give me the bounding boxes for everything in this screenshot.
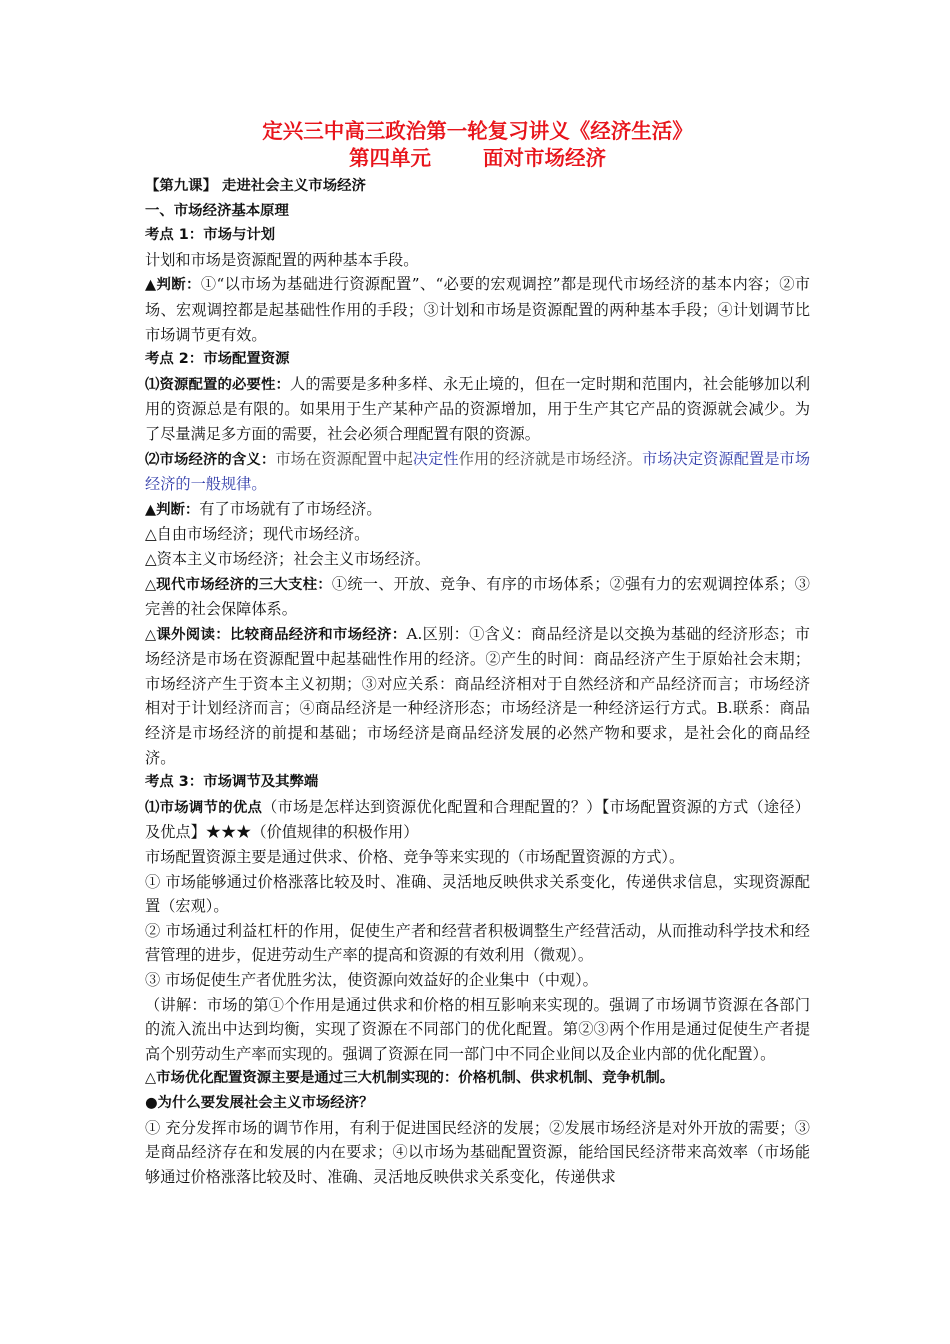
- kp2-heading: 考点 2：市场配置资源: [145, 351, 290, 368]
- lesson-heading: 【第九课】 走进社会主义市场经济: [145, 178, 366, 194]
- document-title: 定兴三中高三政治第一轮复习讲义《经济生活》: [262, 119, 693, 143]
- pillars-label: △现代市场经济的三大支柱：: [145, 576, 332, 593]
- why-heading: ●为什么要发展社会主义市场经济？: [145, 1094, 374, 1111]
- meaning-text-d: 市场决定资源配置是市场经济的一般规律。: [145, 449, 811, 494]
- kp1-judge: [145, 272, 810, 347]
- kp3-advantages: [145, 795, 810, 845]
- kp3-point-3: ③ 市场促使生产者优胜劣汰，使资源向效益好的企业集中（中观）。: [145, 971, 598, 989]
- judge-label: ▲判断：: [145, 277, 201, 294]
- document-page: [145, 118, 810, 1189]
- unit-number: 第四单元: [349, 146, 431, 170]
- kp2-necessity: [145, 372, 810, 447]
- kp3-point-2: ② 市场通过利益杠杆的作用，促使生产者和经营者积极调整生产经营活动，从而推动科学技术和经营管理的进步，促进劳动生产率的提高和资源的有效利用（微观）。: [145, 921, 810, 965]
- kp3-paragraph: 市场配置资源主要是通过供求、价格、竞争等来实现的（市场配置资源的方式）。: [145, 848, 685, 867]
- necessity-text: 人的需要是多种多样、永无止境的，但在一定时期和范围内，社会能够加以利用的资源总是有限的。如果用于生产某种产品的资源增加，用于生产其它产品的资源就会减少。为了尽量满足多方面的需要，社会必须合理配置有限的资源。: [145, 374, 810, 443]
- advantages-label: ⑴市场调节的优点: [145, 799, 263, 816]
- kp2-pillars: [145, 572, 810, 622]
- advantages-text: （市场是怎样达到资源优化配置和合理配置的？）【市场配置资源的方式（途径）及优点】★★★（价值规律的积极作用）: [145, 797, 810, 842]
- reading-label: △课外阅读：比较商品经济和市场经济：: [145, 626, 407, 643]
- kp1-text: 计划和市场是资源配置的两种基本手段。: [145, 250, 419, 269]
- kp2-reading: [145, 622, 810, 771]
- kp2-judge: [145, 497, 810, 523]
- judge-text: 有了市场就有了市场经济。: [199, 499, 382, 518]
- reading-text: A.区别：①含义：商品经济是以交换为基础的经济形态；市场经济是市场在资源配置中起基础性作用的经济。②产生的时间：商品经济产生于原始社会末期；市场经济产生于资本主义初期；③对应关系：商品经济相对于自然经济和产品经济而言；市场经济相对于计划经济而言；④商品经济是一种经济形态；市场经济是一种经济运行方式。B.联系：商品经济是市场经济的前提和基础；市场经济是商品经济发展的必然产物和要求，是社会化的商品经济。: [145, 624, 810, 767]
- kp2-triangle-2: △资本主义市场经济；社会主义市场经济。: [145, 549, 431, 568]
- meaning-text-a: 市场在资源配置中起: [275, 449, 413, 468]
- unit-name: 面对市场经济: [483, 146, 606, 170]
- judge-text: ①“以市场为基础进行资源配置”、“必要的宏观调控”都是现代市场经济的基本内容；②市场、宏观调控都是起基础性作用的手段；③计划和市场是资源配置的两种基本手段；④计划调节比市场调节更有效。: [145, 275, 810, 344]
- necessity-label: ⑴资源配置的必要性：: [145, 376, 291, 393]
- kp2-meaning: [145, 447, 810, 497]
- kp3-explanation: （讲解：市场的第①个作用是通过供求和价格的相互影响来实现的。强调了市场调节资源在各部门的流入流出中达到均衡，实现了资源在不同部门的优化配置。第②③两个作用是通过促使生产者提高个别劳动生产率而实现的。强调了资源在同一部门中不同企业间以及企业内部的优化配置）。: [145, 995, 810, 1063]
- kp3-mechanisms: △市场优化配置资源主要是通过三大机制实现的：价格机制、供求机制、竞争机制。: [145, 1070, 675, 1087]
- meaning-text-c: 作用的经济就是市场经济。: [458, 449, 643, 468]
- pillars-text: ①统一、开放、竞争、有序的市场体系；②强有力的宏观调控体系；③完善的社会保障体系。: [145, 574, 810, 619]
- section-heading: 一、市场经济基本原理: [145, 202, 289, 219]
- kp1-heading: 考点 1：市场与计划: [145, 227, 276, 244]
- why-text: ① 充分发挥市场的调节作用，有利于促进国民经济的发展；②发展市场经济是对外开放的需要；③是商品经济存在和发展的内在要求；④以市场为基础配置资源，能给国民经济带来高效率（市场能够通过价格涨落比较及时、准确、灵活地反映供求关系变化，传递供求: [145, 1118, 810, 1186]
- meaning-label: ⑵市场经济的含义：: [145, 451, 276, 468]
- kp2-triangle-1: △自由市场经济；现代市场经济。: [145, 525, 370, 544]
- kp3-point-1: ① 市场能够通过价格涨落比较及时、准确、灵活地反映供求关系变化，传递供求信息，实现资源配置（宏观）。: [145, 872, 810, 916]
- unit-title: [145, 145, 810, 172]
- judge-label: ▲判断：: [145, 501, 200, 518]
- kp3-heading: 考点 3：市场调节及其弊端: [145, 774, 319, 791]
- meaning-text-b: 决定性: [412, 449, 459, 468]
